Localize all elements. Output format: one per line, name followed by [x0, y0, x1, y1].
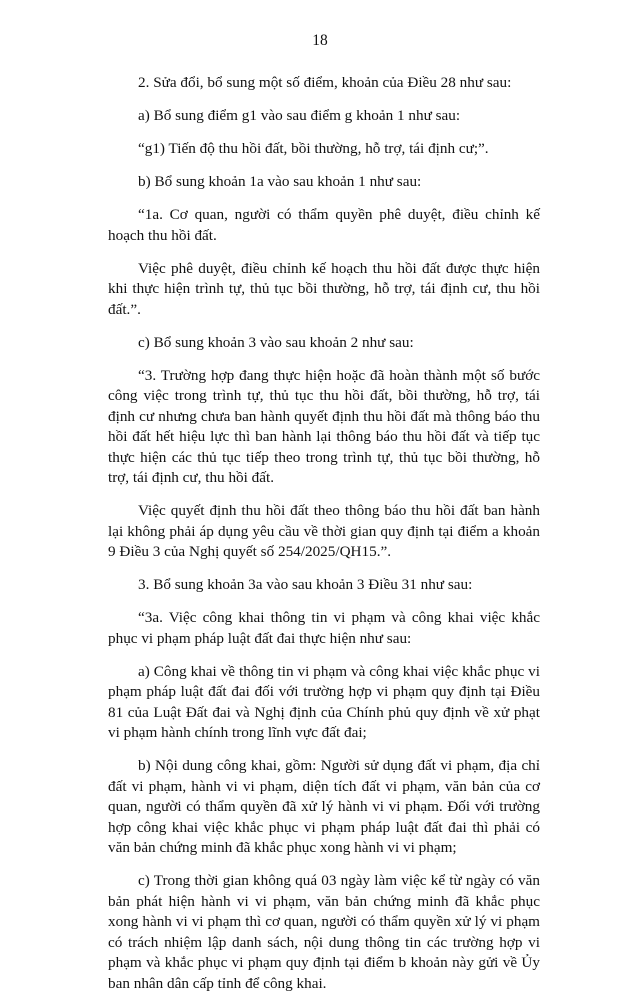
- paragraph: c) Trong thời gian không quá 03 ngày làm việc kể từ ngày có văn bản phát hiện hành vi vi phạm, văn bản chứng minh đã khắc phục xong hành vi vi phạm thì cơ quan, người có thẩm quyền xử lý vi phạm có trách nhiệm lập danh sách, nội dung thông tin các trường hợp vi phạm và khắc phục vi phạm quy định tại điểm b khoản này gửi về Ủy ban nhân dân cấp tỉnh để công khai.: [108, 872, 540, 992]
- paragraph: 3. Bổ sung khoản 3a vào sau khoản 3 Điều 31 như sau:: [138, 576, 473, 593]
- paragraph: “3. Trường hợp đang thực hiện hoặc đã hoàn thành một số bước công việc trong trình tự, thủ tục thu hồi đất, bồi thường, hỗ trợ, tái định cư nhưng chưa ban hành quyết định thu hồi đất mà thông báo thu hồi đất hết hiệu lực thì ban hành lại thông báo thu hồi đất và tiếp tục thực hiện các thủ tục tiếp theo trong trình tự, thủ tục bồi thường, hỗ trợ, tái định cư, thu hồi đất.: [108, 366, 540, 486]
- paragraph: “1a. Cơ quan, người có thẩm quyền phê duyệt, điều chỉnh kế hoạch thu hồi đất.: [108, 206, 540, 244]
- paragraph: a) Bổ sung điểm g1 vào sau điểm g khoản 1 như sau:: [138, 107, 461, 124]
- paragraph: b) Bổ sung khoản 1a vào sau khoản 1 như sau:: [138, 173, 422, 190]
- paragraph: c) Bổ sung khoản 3 vào sau khoản 2 như sau:: [138, 333, 414, 351]
- paragraph: b) Nội dung công khai, gồm: Người sử dụng đất vi phạm, địa chỉ đất vi phạm, hành vi vi phạm, diện tích đất vi phạm, văn bản của cơ quan, người có thẩm quyền đã xử lý hành vi vi phạm. Đối với trường hợp công khai việc khắc phục vi phạm pháp luật đất đai thì phải có văn bản chứng minh đã khắc phục xong hành vi vi phạm;: [108, 757, 540, 856]
- paragraph: “3a. Việc công khai thông tin vi phạm và công khai việc khắc phục vi phạm pháp luật đất đai thực hiện như sau:: [108, 609, 540, 647]
- paragraph: Việc quyết định thu hồi đất theo thông báo thu hồi đất ban hành lại không phải áp dụng yêu cầu về thời gian quy định tại điểm a khoản 9 Điều 3 của Nghị quyết số 254/2025/QH15.”.: [108, 502, 540, 560]
- paragraph: Việc phê duyệt, điều chỉnh kế hoạch thu hồi đất được thực hiện khi thực hiện trình tự, thủ tục bồi thường, hỗ trợ, tái định cư, thu hồi đất.”.: [108, 259, 540, 318]
- document-body: [108, 73, 540, 1007]
- paragraph: 2. Sửa đổi, bổ sung một số điểm, khoản của Điều 28 như sau:: [138, 74, 512, 91]
- page-number: 18: [312, 32, 328, 49]
- paragraph: “g1) Tiến độ thu hồi đất, bồi thường, hỗ trợ, tái định cư;”.: [138, 140, 489, 157]
- paragraph: a) Công khai về thông tin vi phạm và công khai việc khắc phục vi phạm pháp luật đất đai đối với trường hợp vi phạm quy định tại Điều 81 của Luật Đất đai và Nghị định của Chính phủ quy định về xử phạt vi phạm hành chính trong lĩnh vực đất đai;: [108, 662, 540, 741]
